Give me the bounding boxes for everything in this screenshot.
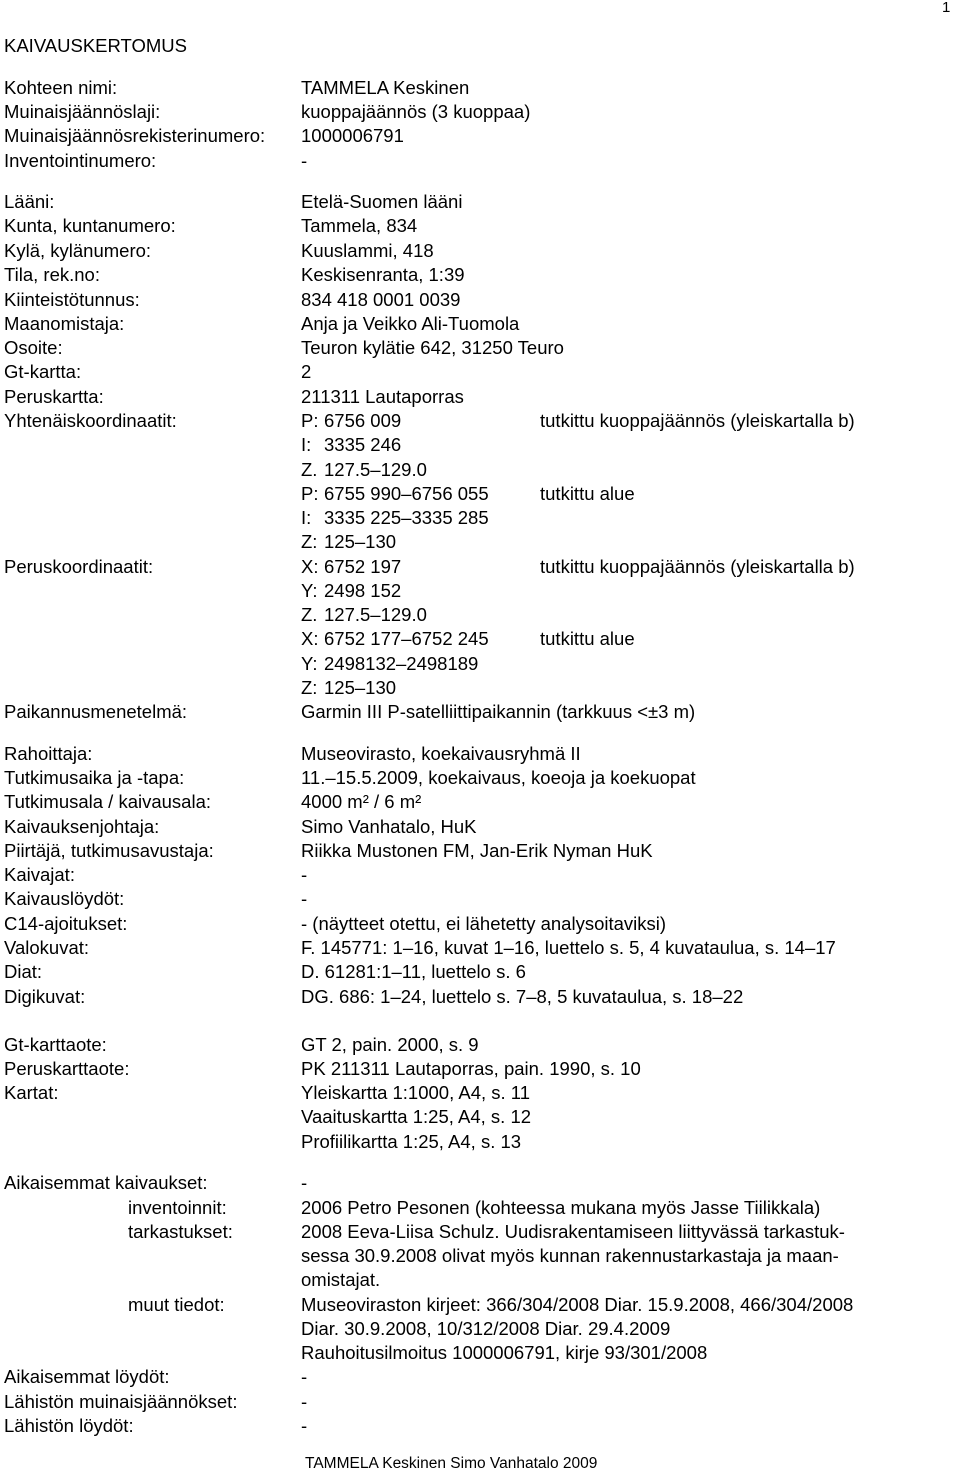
previous-excavations-label: Aikaisemmat kaivaukset:: [4, 1172, 208, 1193]
address-label: Osoite:: [4, 337, 63, 358]
coord-key: Z.: [301, 604, 318, 625]
report-heading: KAIVAUSKERTOMUS: [4, 35, 187, 56]
inspections-line: sessa 30.9.2008 olivat myös kunnan rakennustarkastaja ja maan-: [301, 1245, 839, 1266]
diggers-label: Kaivajat:: [4, 864, 75, 885]
other-info-line: Museoviraston kirjeet: 366/304/2008 Diar. 15.9.2008, 466/304/2008: [301, 1294, 854, 1315]
excavation-finds-value: -: [301, 888, 308, 909]
coord-value: 6755 990–6756 055: [324, 483, 489, 504]
map-item: Yleiskartta 1:1000, A4, s. 11: [301, 1082, 530, 1103]
previous-finds-label: Aikaisemmat löydöt:: [4, 1366, 170, 1387]
address-value: Teuron kylätie 642, 31250 Teuro: [301, 337, 564, 358]
director-value: Simo Vanhatalo, HuK: [301, 816, 477, 837]
coord-key: X:: [301, 556, 319, 577]
site-type-label: Muinaisjäännöslaji:: [4, 101, 161, 122]
base-coordinates-label: Peruskoordinaatit:: [4, 556, 154, 577]
diggers-value: -: [301, 864, 308, 885]
municipality-label: Kunta, kuntanumero:: [4, 215, 176, 236]
inspections-line: omistajat.: [301, 1269, 381, 1290]
inventory-number-label: Inventointinumero:: [4, 150, 157, 171]
coord-value: 127.5–129.0: [324, 604, 427, 625]
page-number: 1: [942, 0, 951, 16]
municipality-value: Tammela, 834: [301, 215, 418, 236]
site-name-label: Kohteen nimi:: [4, 77, 118, 98]
coord-key: I:: [301, 507, 312, 528]
nearby-finds-value: -: [301, 1415, 308, 1436]
coord-value: 2498 152: [324, 580, 402, 601]
coord-value: 125–130: [324, 531, 397, 552]
gt-map-value: 2: [301, 361, 312, 382]
draftsman-label: Piirtäjä, tutkimusavustaja:: [4, 840, 214, 861]
inventory-number-value: -: [301, 150, 308, 171]
previous-excavations-value: -: [301, 1172, 308, 1193]
gt-map-extract-label: Gt-karttaote:: [4, 1034, 107, 1055]
site-type-value: kuoppajäännös (3 kuoppaa): [301, 101, 531, 122]
other-info-label: muut tiedot:: [128, 1294, 225, 1315]
funder-value: Museovirasto, koekaivausryhmä II: [301, 743, 581, 764]
other-info-line: Diar. 30.9.2008, 10/312/2008 Diar. 29.4.2009: [301, 1318, 671, 1339]
coord-note: tutkittu alue: [540, 483, 635, 504]
gt-map-label: Gt-kartta:: [4, 361, 82, 382]
village-label: Kylä, kylänumero:: [4, 240, 152, 261]
coord-key: Y:: [301, 580, 318, 601]
research-area-label: Tutkimusala / kaivausala:: [4, 791, 212, 812]
landowner-label: Maanomistaja:: [4, 313, 125, 334]
excavation-finds-label: Kaivauslöydöt:: [4, 888, 125, 909]
coord-note: tutkittu kuoppajäännös (yleiskartalla b): [540, 410, 855, 431]
nearby-sites-value: -: [301, 1391, 308, 1412]
base-map-extract-value: PK 211311 Lautaporras, pain. 1990, s. 10: [301, 1058, 641, 1079]
photographs-label: Valokuvat:: [4, 937, 90, 958]
research-time-label: Tutkimusaika ja -tapa:: [4, 767, 185, 788]
coord-value: 127.5–129.0: [324, 459, 427, 480]
draftsman-value: Riikka Mustonen FM, Jan-Erik Nyman HuK: [301, 840, 653, 861]
inspections-label: tarkastukset:: [128, 1221, 233, 1242]
coord-value: 125–130: [324, 677, 397, 698]
gt-map-extract-value: GT 2, pain. 2000, s. 9: [301, 1034, 479, 1055]
coord-value: 3335 246: [324, 434, 402, 455]
coord-note: tutkittu alue: [540, 628, 635, 649]
coord-key: Z:: [301, 531, 318, 552]
province-value: Etelä-Suomen lääni: [301, 191, 463, 212]
property-id-value: 834 418 0001 0039: [301, 289, 461, 310]
other-info-line: Rauhoitusilmoitus 1000006791, kirje 93/301/2008: [301, 1342, 708, 1363]
inventories-label: inventoinnit:: [128, 1197, 227, 1218]
digital-photos-value: DG. 686: 1–24, luettelo s. 7–8, 5 kuvataulua, s. 18–22: [301, 986, 744, 1007]
coord-note: tutkittu kuoppajäännös (yleiskartalla b): [540, 556, 855, 577]
estate-label: Tila, rek.no:: [4, 264, 100, 285]
coord-key: P:: [301, 410, 319, 431]
coord-value: 6752 177–6752 245: [324, 628, 489, 649]
slides-value: D. 61281:1–11, luettelo s. 6: [301, 961, 526, 982]
coord-key: Y:: [301, 653, 318, 674]
funder-label: Rahoittaja:: [4, 743, 93, 764]
coord-key: Z:: [301, 677, 318, 698]
coord-key: P:: [301, 483, 319, 504]
maps-label: Kartat:: [4, 1082, 59, 1103]
map-item: Vaaituskartta 1:25, A4, s. 12: [301, 1106, 532, 1127]
register-number-value: 1000006791: [301, 125, 404, 146]
c14-dating-value: - (näytteet otettu, ei lähetetty analysoitaviksi): [301, 913, 667, 934]
page-footer: TAMMELA Keskinen Simo Vanhatalo 2009: [305, 1455, 598, 1472]
base-map-label: Peruskartta:: [4, 386, 104, 407]
site-name-value: TAMMELA Keskinen: [301, 77, 470, 98]
base-map-extract-label: Peruskarttaote:: [4, 1058, 130, 1079]
positioning-method-value: Garmin III P-satelliittipaikannin (tarkkuus <±3 m): [301, 701, 696, 722]
landowner-value: Anja ja Veikko Ali-Tuomola: [301, 313, 520, 334]
coord-value: 2498132–2498189: [324, 653, 479, 674]
director-label: Kaivauksenjohtaja:: [4, 816, 160, 837]
province-label: Lääni:: [4, 191, 55, 212]
coord-value: 3335 225–3335 285: [324, 507, 489, 528]
coord-value: 6752 197: [324, 556, 402, 577]
previous-finds-value: -: [301, 1366, 308, 1387]
nearby-finds-label: Lähistön löydöt:: [4, 1415, 134, 1436]
property-id-label: Kiinteistötunnus:: [4, 289, 140, 310]
digital-photos-label: Digikuvat:: [4, 986, 86, 1007]
base-map-value: 211311 Lautaporras: [301, 386, 464, 407]
coord-key: I:: [301, 434, 312, 455]
estate-value: Keskisenranta, 1:39: [301, 264, 465, 285]
register-number-label: Muinaisjäännösrekisterinumero:: [4, 125, 266, 146]
photographs-value: F. 145771: 1–16, kuvat 1–16, luettelo s. 5, 4 kuvataulua, s. 14–17: [301, 937, 836, 958]
map-item: Profiilikartta 1:25, A4, s. 13: [301, 1131, 522, 1152]
village-value: Kuuslammi, 418: [301, 240, 434, 261]
inspections-line: 2008 Eeva-Liisa Schulz. Uudisrakentamiseen liittyvässä tarkastuk-: [301, 1221, 845, 1242]
research-time-value: 11.–15.5.2009, koekaivaus, koeoja ja koekuopat: [301, 767, 696, 788]
c14-dating-label: C14-ajoitukset:: [4, 913, 128, 934]
research-area-value: 4000 m² / 6 m²: [301, 791, 422, 812]
positioning-method-label: Paikannusmenetelmä:: [4, 701, 188, 722]
coord-value: 6756 009: [324, 410, 402, 431]
coord-key: X:: [301, 628, 319, 649]
nearby-sites-label: Lähistön muinaisjäännökset:: [4, 1391, 238, 1412]
slides-label: Diat:: [4, 961, 43, 982]
uniform-coordinates-label: Yhtenäiskoordinaatit:: [4, 410, 177, 431]
coord-key: Z.: [301, 459, 318, 480]
inventories-value: 2006 Petro Pesonen (kohteessa mukana myös Jasse Tiilikkala): [301, 1197, 821, 1218]
